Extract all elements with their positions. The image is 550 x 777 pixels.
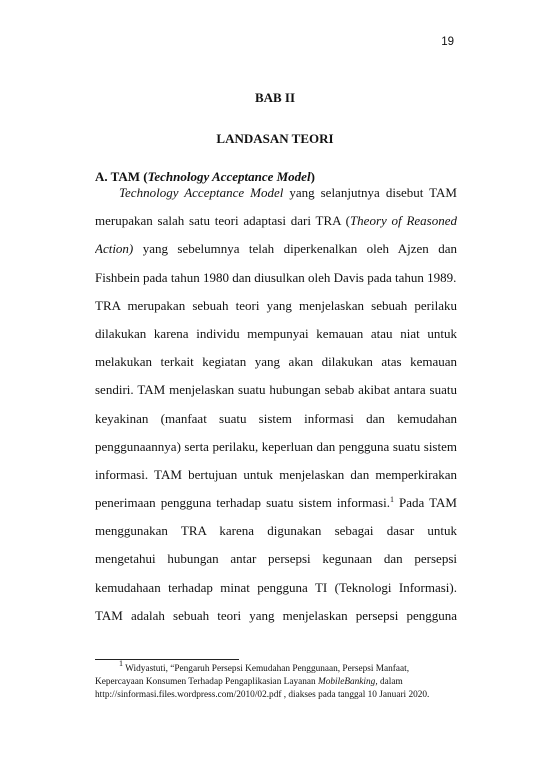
footnote-line: Kepercayaan Konsumen Terhadap Pengaplikasian Layanan MobileBanking, dalam bbox=[95, 677, 403, 687]
paragraph-line: Technology Acceptance Model yang selanjutnya disebut TAM bbox=[119, 185, 457, 200]
paragraph-line: TAM adalah sebuah teori yang menjelaskan persepsi pengguna bbox=[95, 607, 457, 623]
paragraph-line: menggunakan TRA karena digunakan sebagai dasar untuk bbox=[95, 523, 457, 539]
chapter-label: BAB II bbox=[254, 90, 296, 105]
paragraph-line: sendiri. TAM menjelaskan suatu hubungan sebab akibat antara suatu bbox=[95, 382, 457, 398]
paragraph-line: keyakinan (manfaat suatu sistem informasi dan kemudahan bbox=[95, 410, 457, 426]
chapter-title: LANDASAN TEORI bbox=[216, 131, 334, 146]
section-suffix: ) bbox=[310, 169, 315, 184]
paragraph-line: merupakan salah satu teori adaptasi dari TRA (Theory of Reasoned bbox=[95, 213, 457, 229]
page-number: 19 bbox=[441, 36, 454, 48]
body-paragraph bbox=[95, 179, 457, 630]
paragraph-line: informasi. TAM bertujuan untuk menjelaskan dan memperkirakan bbox=[95, 466, 457, 482]
section-italic: Technology Acceptance Model bbox=[147, 169, 311, 184]
paragraph-line: penerimaan pengguna terhadap suatu sistem informasi.$^1$ Pada TAM bbox=[95, 495, 457, 511]
footnote-line: $^1$ Widyastuti, “Pengaruh Persepsi Kemudahan Penggunaan, Persepsi Manfaat, bbox=[119, 659, 410, 674]
paragraph-line: TRA merupakan sebuah teori yang menjelaskan sebuah perilaku bbox=[95, 297, 457, 313]
footnote-url[interactable]: http://sinformasi.files.wordpress.com/2010/02.pdf , diakses pada tanggal 10 Januari 2020. bbox=[95, 690, 430, 700]
paragraph-line: melakukan terkait kegiatan yang akan dilakukan atas kemauan bbox=[95, 354, 457, 370]
paragraph-line: kemudahaan terhadap minat pengguna TI (Teknologi Informasi). bbox=[95, 579, 457, 595]
paragraph-line: penggunaannya) serta perilaku, keperluan dan pengguna suatu sistem bbox=[95, 438, 457, 454]
paragraph-line: mengetahui hubungan antar persepsi kegunaan dan persepsi bbox=[95, 551, 457, 567]
footnote-separator bbox=[95, 659, 239, 660]
section-prefix: A. TAM ( bbox=[95, 169, 148, 184]
footnote bbox=[95, 659, 460, 702]
footnote-ref: 1 bbox=[389, 495, 394, 505]
footnote-marker: 1 bbox=[119, 659, 123, 668]
paragraph-line: Fishbein pada tahun 1980 dan diusulkan oleh Davis pada tahun 1989. bbox=[95, 269, 457, 285]
paragraph-line: Action) yang sebelumnya telah diperkenalkan oleh Ajzen dan bbox=[95, 241, 457, 257]
paragraph-line: dilakukan karena individu mempunyai kemauan atau niat untuk bbox=[95, 325, 457, 341]
